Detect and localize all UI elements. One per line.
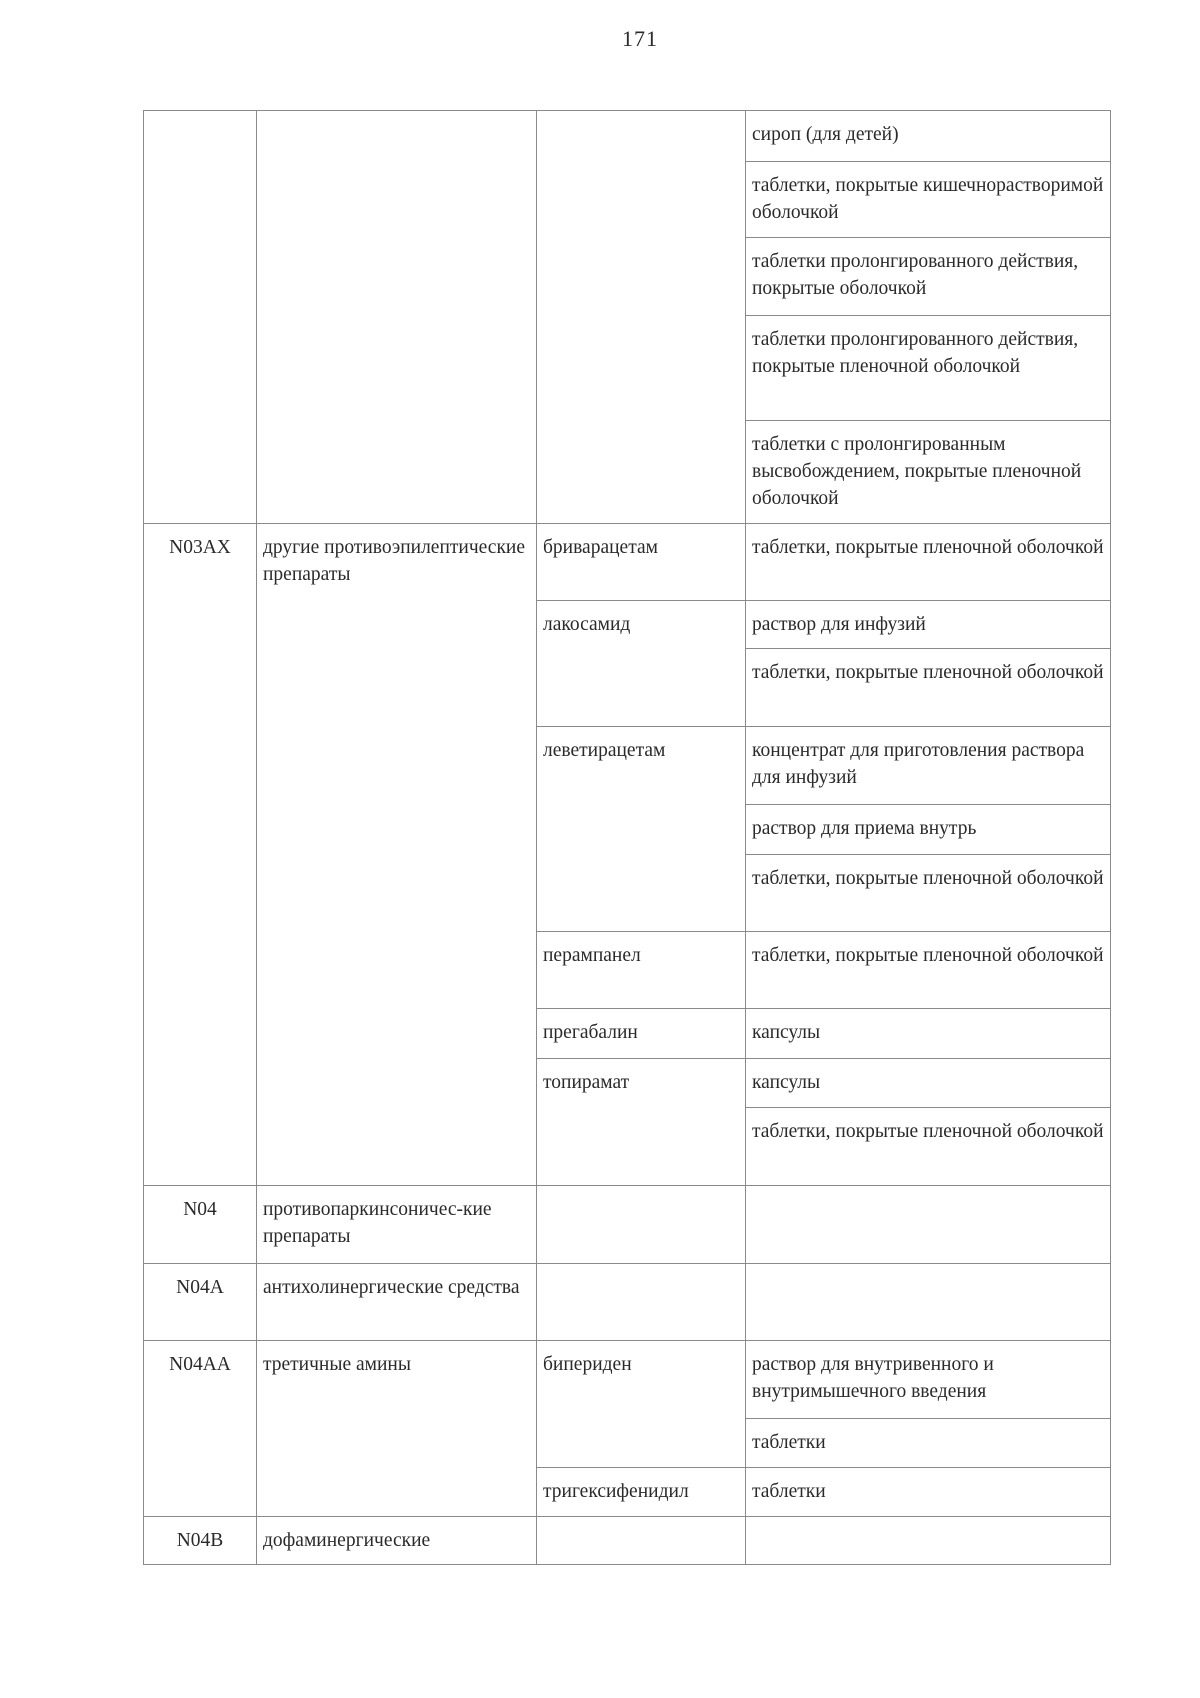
dosage-form-cell: раствор для приема внутрь — [746, 805, 1111, 855]
group-cell: третичные амины — [257, 1341, 537, 1517]
dosage-form-cell: таблетки пролонгированного действия, покрытые пленочной оболочкой — [746, 316, 1111, 421]
atc-code-cell — [144, 111, 257, 524]
table-row — [144, 1517, 1111, 1565]
group-cell: противопаркинсоничес-кие препараты — [257, 1186, 537, 1264]
dosage-form-cell: сироп (для детей) — [746, 111, 1111, 162]
group-cell — [257, 111, 537, 524]
dosage-form-cell — [746, 1186, 1111, 1264]
dosage-form-cell: раствор для инфузий — [746, 601, 1111, 649]
atc-code-cell: N03AX — [144, 524, 257, 1186]
drug-name-cell — [537, 1264, 746, 1341]
dosage-form-cell: таблетки, покрытые пленочной оболочкой — [746, 524, 1111, 601]
group-cell: антихолинергические средства — [257, 1264, 537, 1341]
dosage-form-cell — [746, 1517, 1111, 1565]
drug-name-cell — [537, 1517, 746, 1565]
drug-name-cell — [537, 1186, 746, 1264]
dosage-form-cell: концентрат для приготовления раствора для инфузий — [746, 727, 1111, 805]
dosage-form-cell: таблетки пролонгированного действия, покрытые оболочкой — [746, 238, 1111, 316]
dosage-form-cell: капсулы — [746, 1009, 1111, 1059]
dosage-form-cell: таблетки — [746, 1468, 1111, 1517]
dosage-form-cell: таблетки, покрытые пленочной оболочкой — [746, 1108, 1111, 1186]
drug-name-cell: лакосамид — [537, 601, 746, 727]
group-cell: другие противоэпилептические препараты — [257, 524, 537, 1186]
group-cell: дофаминергические — [257, 1517, 537, 1565]
dosage-form-cell: таблетки, покрытые кишечнорастворимой оболочкой — [746, 162, 1111, 238]
drug-name-cell: леветирацетам — [537, 727, 746, 932]
drug-name-cell: прегабалин — [537, 1009, 746, 1059]
page-number: 171 — [622, 26, 658, 51]
drug-name-cell: тригексифенидил — [537, 1468, 746, 1517]
dosage-form-cell: таблетки — [746, 1419, 1111, 1468]
drug-name-cell: бриварацетам — [537, 524, 746, 601]
drug-name-cell: перампанел — [537, 932, 746, 1009]
table-row — [144, 524, 1111, 601]
table-row — [144, 1264, 1111, 1341]
atc-code-cell: N04B — [144, 1517, 257, 1565]
dosage-form-cell: таблетки, покрытые пленочной оболочкой — [746, 855, 1111, 932]
table-row — [144, 1186, 1111, 1264]
dosage-form-cell: таблетки, покрытые пленочной оболочкой — [746, 649, 1111, 727]
dosage-form-cell — [746, 1264, 1111, 1341]
drug-name-cell: бипериден — [537, 1341, 746, 1468]
dosage-form-cell: раствор для внутривенного и внутримышечного введения — [746, 1341, 1111, 1419]
dosage-form-cell: капсулы — [746, 1059, 1111, 1108]
drug-name-cell — [537, 111, 746, 524]
dosage-form-cell: таблетки, покрытые пленочной оболочкой — [746, 932, 1111, 1009]
atc-code-cell: N04AA — [144, 1341, 257, 1517]
atc-code-cell: N04 — [144, 1186, 257, 1264]
table-row — [144, 111, 1111, 162]
medication-table — [143, 110, 1111, 1565]
table-row — [144, 1341, 1111, 1419]
dosage-form-cell: таблетки с пролонгированным высвобождением, покрытые пленочной оболочкой — [746, 421, 1111, 524]
drug-name-cell: топирамат — [537, 1059, 746, 1186]
atc-code-cell: N04A — [144, 1264, 257, 1341]
